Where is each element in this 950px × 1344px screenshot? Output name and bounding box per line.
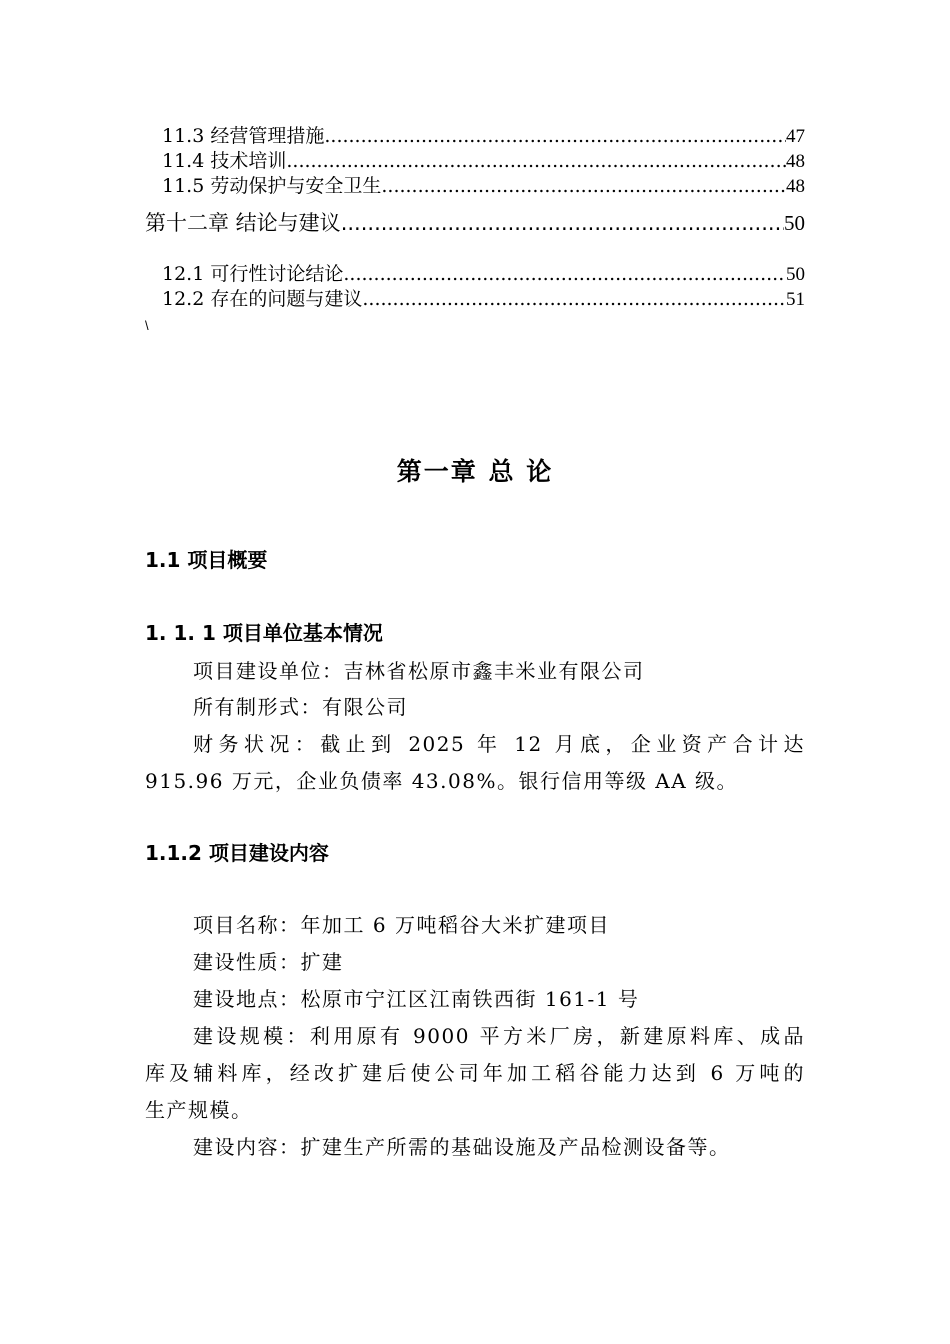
toc-entry-label: 11.4 技术培训 [162,150,287,172]
finance-status-line-2: 915.96 万元，企业负债率 43.08%。银行信用等级 AA 级。 [145,769,739,793]
toc-page-number: 48 [786,176,805,197]
project-name-text: 项目名称：年加工 6 万吨稻谷大米扩建项目 [193,913,610,937]
toc-entry-12-1[interactable] [162,262,805,287]
toc-leader-dots [324,124,786,148]
toc-entry-label: 11.3 经营管理措施 [162,125,325,147]
toc-entry-12-2[interactable] [162,287,805,312]
construction-location-text: 建设地点：松原市宁江区江南铁西街 161-1 号 [193,987,640,1011]
toc-leader-dots [343,262,786,286]
construction-scale-line-1: 建设规模：利用原有 9000 平方米厂房，新建原料库、成品 [193,1024,805,1048]
toc-entry-label: 11.5 劳动保护与安全卫生 [162,175,382,197]
chapter-title: 第一章 总 论 [396,457,554,486]
toc-leader-dots [286,149,786,173]
toc-entry-11-4[interactable] [162,149,805,174]
toc-page-number: 50 [784,211,805,235]
construction-scale-line-3: 生产规模。 [145,1098,253,1122]
toc-entry-label: 第十二章 结论与建议 [145,211,341,235]
toc-entry-chapter-12[interactable] [145,211,805,235]
toc-leader-dots [362,287,786,311]
toc-leader-dots [341,211,784,235]
section-heading-1-1-1: 1. 1. 1 项目单位基本情况 [145,621,383,645]
toc-leader-dots [381,174,786,198]
toc-entry-11-3[interactable] [162,124,805,149]
project-unit-text: 项目建设单位：吉林省松原市鑫丰米业有限公司 [193,659,645,683]
toc-page-number: 48 [786,151,805,172]
construction-nature-text: 建设性质：扩建 [193,950,344,974]
section-heading-1-1: 1.1 项目概要 [145,548,268,572]
toc-page-number: 50 [786,264,805,285]
finance-status-line-1: 财务状况：截止到 2025 年 12 月底，企业资产合计达 [193,732,805,756]
section-heading-1-1-2: 1.1.2 项目建设内容 [145,841,329,865]
construction-scale-line-2: 库及辅料库，经改扩建后使公司年加工稻谷能力达到 6 万吨的 [145,1061,805,1085]
ownership-text: 所有制形式：有限公司 [193,695,408,719]
toc-entry-11-5[interactable] [162,174,805,199]
toc-entry-label: 12.2 存在的问题与建议 [162,288,363,310]
toc-page-number: 51 [786,289,805,310]
toc-page-number: 47 [786,126,805,147]
stray-backslash-mark: \ [145,318,149,333]
construction-content-text: 建设内容：扩建生产所需的基础设施及产品检测设备等。 [193,1135,731,1159]
toc-entry-label: 12.1 可行性讨论结论 [162,263,344,285]
